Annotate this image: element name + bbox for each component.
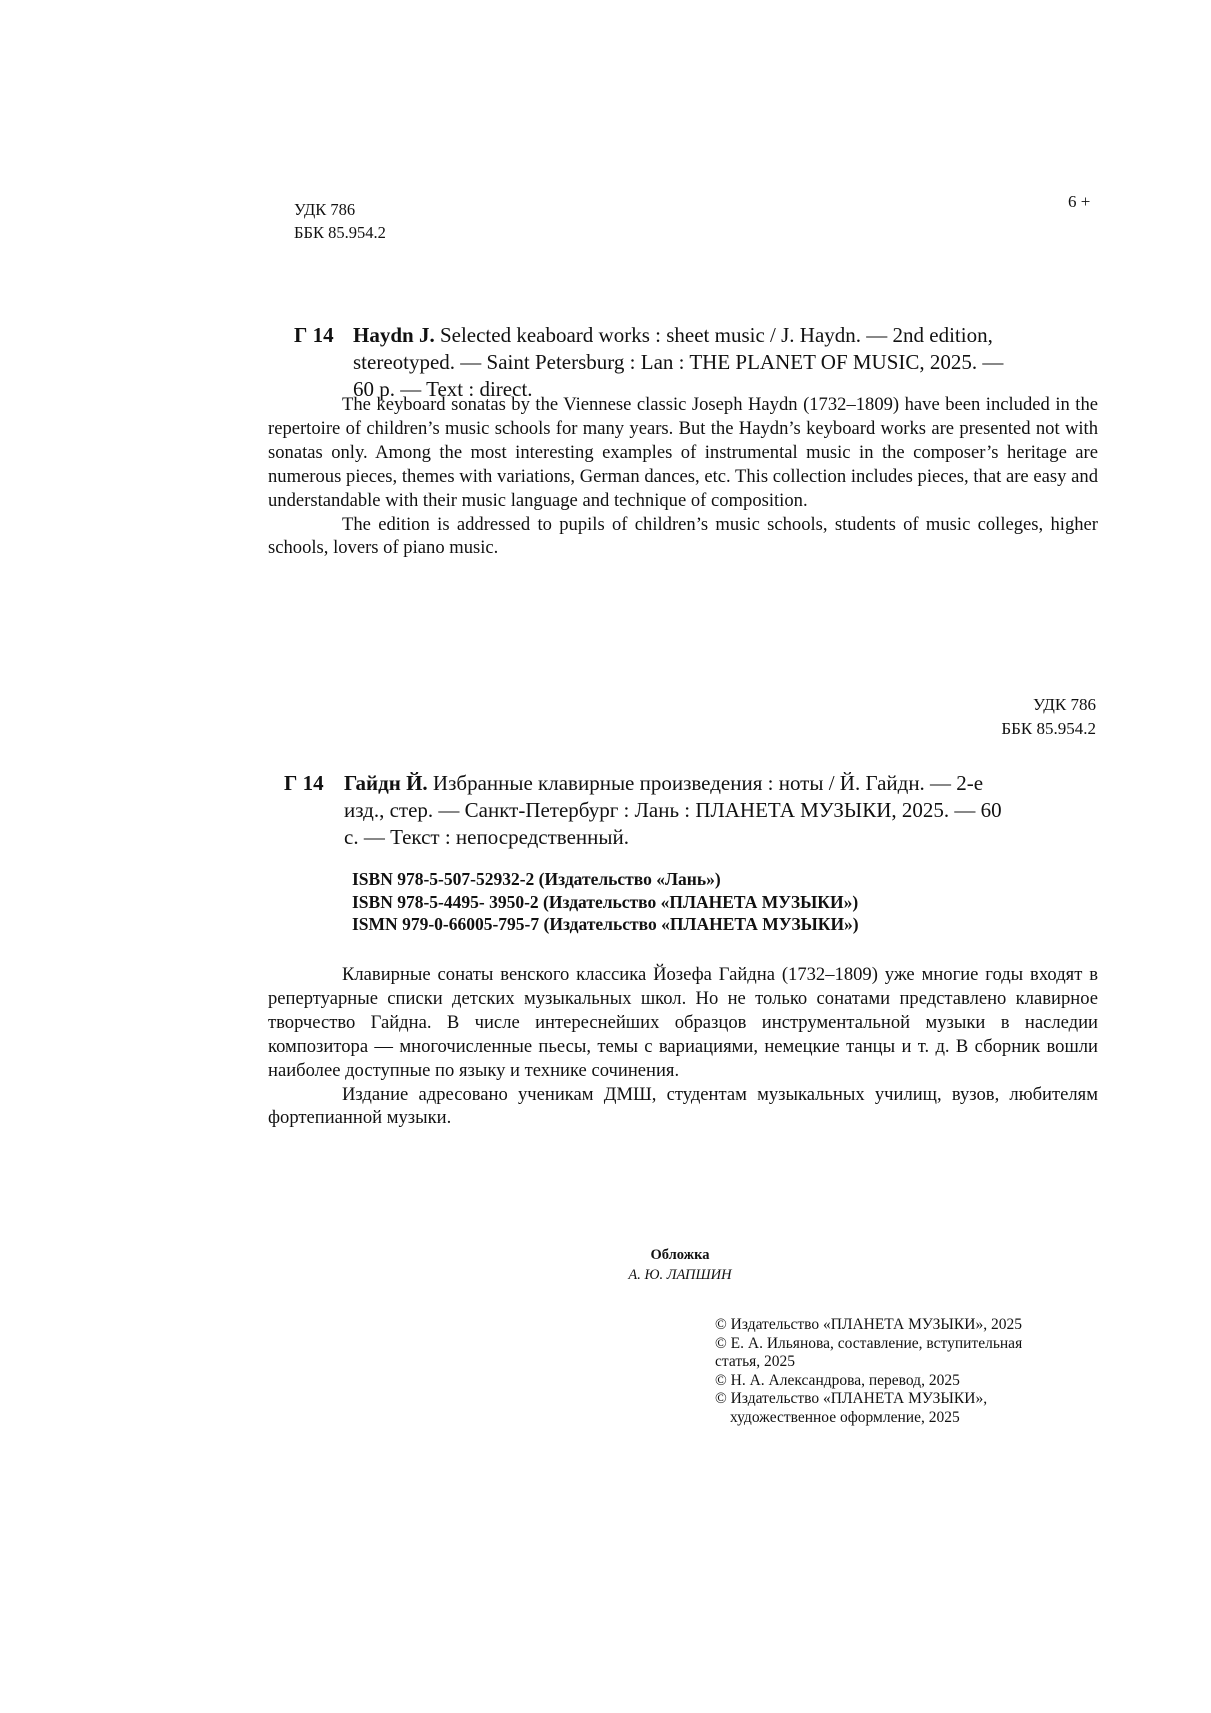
abstract-paragraph: Клавирные сонаты венского классика Йозефа Гайдна (1732–1809) уже многие годы входят в репертуарные списки детских музыкальных школ. Но не только сонатами представлено клавирное творчество Гайдна. В числе интереснейших образцов инструментальной музыки в наследии композитора — многочисленные пьесы, темы с вариациями, немецкие танцы и т. д. В сборник вошли наиболее доступные по языку и технике сочинения. <box>268 964 1098 1081</box>
entry-line-3: с. — Текст : непосредственный. <box>344 825 629 849</box>
entry-body <box>353 322 1110 403</box>
udk-code: УДК 786 <box>1032 695 1096 714</box>
entry-line-2: изд., стер. — Санкт-Петербург : Лань : ПЛАНЕТА МУЗЫКИ, 2025. — 60 <box>344 798 1002 822</box>
copyright-line: © Н. А. Александрова, перевод, 2025 <box>715 1371 960 1389</box>
copyright-line: © Издательство «ПЛАНЕТА МУЗЫКИ», 2025 <box>715 1316 1022 1333</box>
age-rating: 6 + <box>1068 192 1091 211</box>
isbn-block <box>352 868 859 936</box>
bbk-code: ББК 85.954.2 <box>294 223 386 242</box>
abstract-paragraph: The keyboard sonatas by the Viennese classic Joseph Haydn (1732–1809) have been included in the repertoire of children’s music schools for many years. But the Haydn’s keyboard works are presented not with sonatas only. Among the most interesting examples of instrumental music in the composer’s heritage are numerous pieces, themes with variations, German dances, etc. This collection includes pieces, that are easy and understandable with their music language and technique of composition. <box>268 394 1098 511</box>
copyright-block <box>715 1316 1095 1427</box>
entry-body <box>344 770 1090 851</box>
isbn-line: ISBN 978-5-507-52932-2 (Издательство «Лань») <box>352 869 721 889</box>
cover-label: Обложка <box>650 1247 710 1263</box>
classification-top <box>294 198 386 244</box>
author-sign-code: Г 14 <box>284 771 324 795</box>
abstract-paragraph: The edition is addressed to pupils of children’s music schools, students of music colleges, higher schools, lovers of piano music. <box>268 513 1098 559</box>
author-name: Гайдн Й. <box>344 771 428 795</box>
ismn-line: ISMN 979-0-66005-795-7 (Издательство «ПЛАНЕТА МУЗЫКИ») <box>352 914 859 934</box>
entry-line-1 <box>353 322 1110 349</box>
author-sign-code: Г 14 <box>294 323 334 347</box>
title-text: Избранные клавирные произведения : ноты / Й. Гайдн. — 2-е <box>427 771 984 795</box>
cover-designer: А. Ю. ЛАПШИН <box>628 1267 732 1283</box>
title-text: Selected keaboard works : sheet music / J. Haydn. — 2nd edition, <box>434 323 993 347</box>
entry-line-3: 60 p. — Text : direct. <box>353 377 533 401</box>
classification-right <box>870 693 1096 741</box>
abstract-ru <box>268 963 1098 1130</box>
cover-credit <box>560 1245 800 1285</box>
entry-line-2: stereotyped. — Saint Petersburg : Lan : THE PLANET OF MUSIC, 2025. — <box>353 350 1004 374</box>
copyright-line: статья, 2025 <box>715 1353 796 1370</box>
bbk-code: ББК 85.954.2 <box>1001 719 1096 738</box>
author-name: Haydn J. <box>353 323 435 347</box>
copyright-line: художественное оформление, 2025 <box>730 1408 960 1426</box>
abstract-paragraph: Издание адресовано ученикам ДМШ, студентам музыкальных училищ, вузов, любителям фортепианной музыки. <box>268 1083 1098 1129</box>
bibliographic-entry-en <box>294 322 1110 403</box>
udk-code: УДК 786 <box>294 200 356 219</box>
copyright-line: © Издательство «ПЛАНЕТА МУЗЫКИ», <box>715 1390 988 1407</box>
isbn-line: ISBN 978-5-4495- 3950-2 (Издательство «ПЛАНЕТА МУЗЫКИ») <box>352 891 859 912</box>
copyright-line: © Е. А. Ильянова, составление, вступительная <box>715 1334 1023 1352</box>
bibliographic-entry-ru <box>284 770 1090 851</box>
entry-line-1 <box>344 770 1090 797</box>
abstract-en <box>268 393 1098 560</box>
